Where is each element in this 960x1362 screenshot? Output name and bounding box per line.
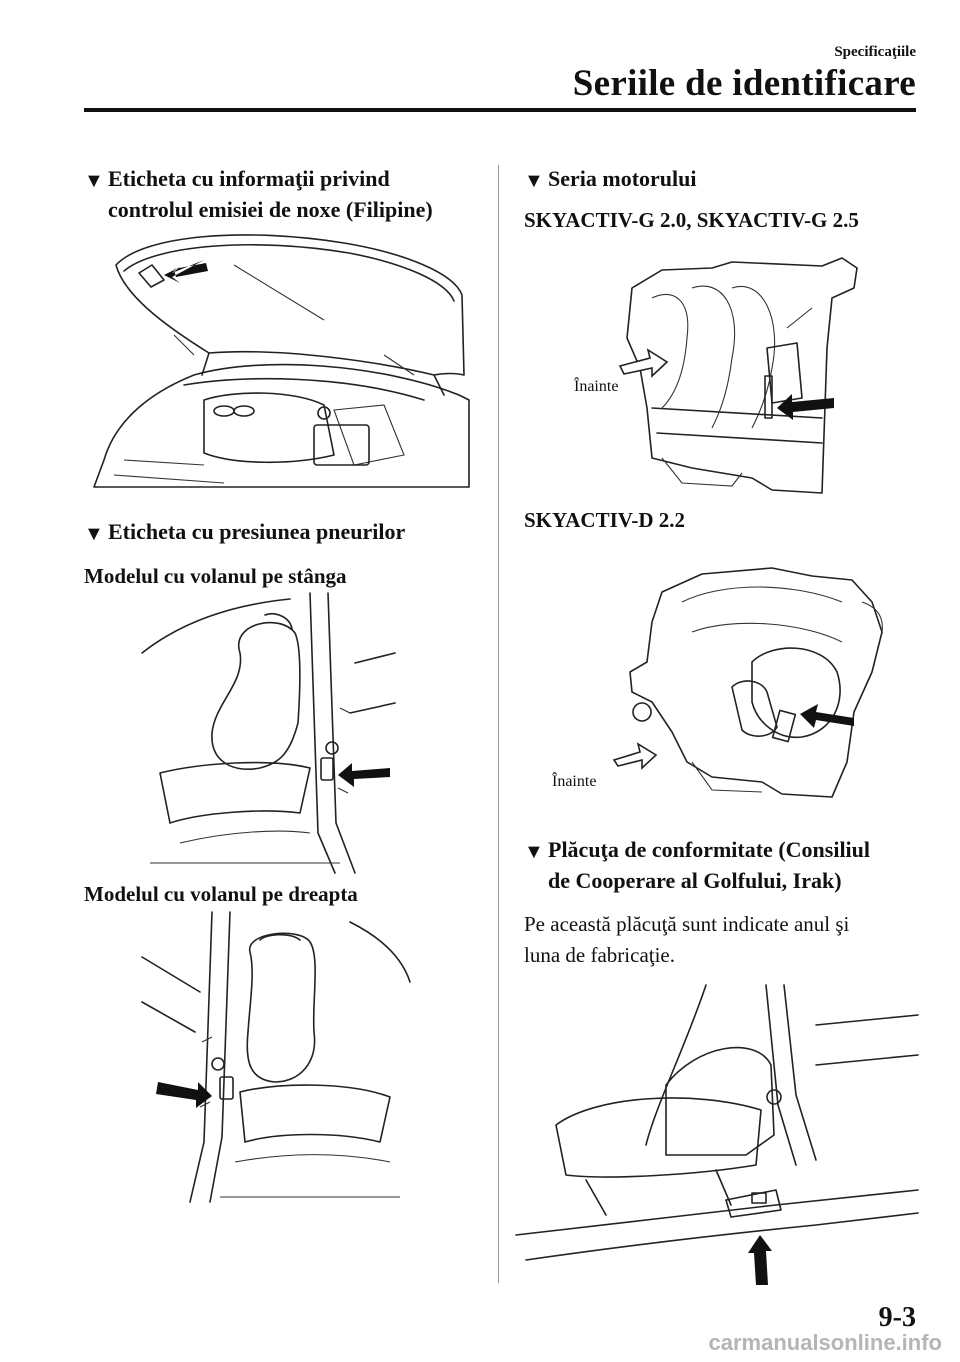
section-heading-emission-label: ▼ Eticheta cu informaţii privind controlul emisiei de noxe (Filipine) [84,166,433,222]
header-divider [84,108,916,112]
section-heading-tire-label: ▼ Eticheta cu presiunea pneurilor [108,516,488,547]
triangle-down-icon: ▼ [524,170,544,192]
triangle-down-icon: ▼ [524,841,544,863]
hood-illustration [84,225,469,490]
section-heading-engine-serial: ▼ Seria motorului [548,163,928,194]
forward-label-d: Înainte [552,773,597,790]
forward-label-g: Înainte [574,378,619,395]
rhd-model-label: Modelul cu volanul pe dreapta [84,882,358,906]
page-number: 9-3 [878,1302,916,1333]
conformity-plate-illustration [516,985,918,1285]
conformity-plate-text: Pe această plăcuţă sunt indicate anul şi luna de fabricaţie. [524,912,850,967]
lhd-model-label: Modelul cu volanul pe stânga [84,564,347,588]
engine-d-illustration [592,562,892,802]
column-divider [498,165,499,1283]
triangle-down-icon: ▼ [84,170,104,192]
rhd-door-illustration [140,912,410,1202]
triangle-down-icon: ▼ [84,523,104,545]
lhd-door-illustration [140,593,395,873]
watermark: carmanualsonline.info [708,1330,942,1355]
section-heading-conformity-plate: ▼ Plăcuţa de conformitate (Consiliul de Cooperare al Golfului, Irak) [524,837,871,893]
engine-g-label: SKYACTIV-G 2.0, SKYACTIV-G 2.5 [524,208,859,232]
page-title: Seriile de identificare [572,63,916,104]
engine-d-label: SKYACTIV-D 2.2 [524,508,686,532]
chapter-label: Specificaţiile [834,44,916,60]
